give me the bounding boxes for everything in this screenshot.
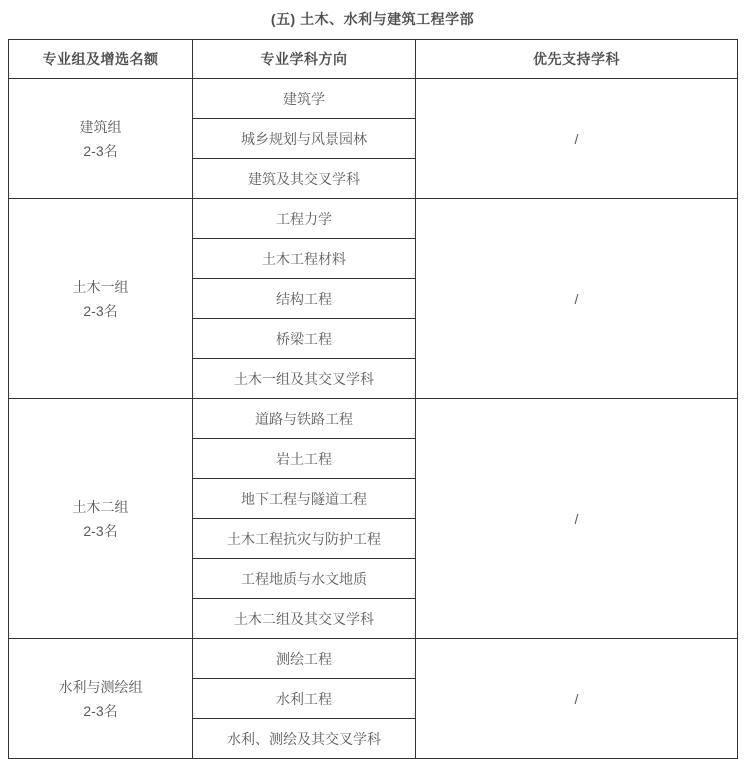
header-row xyxy=(9,40,738,79)
direction-cell: 建筑及其交叉学科 xyxy=(193,159,416,199)
group-quota: 2-3名 xyxy=(83,302,118,319)
group-cell-jianzhu xyxy=(9,79,193,199)
group-quota: 2-3名 xyxy=(83,522,118,539)
direction-cell: 桥梁工程 xyxy=(193,319,416,359)
direction-cell: 测绘工程 xyxy=(193,639,416,679)
discipline-table xyxy=(8,39,738,759)
group-quota: 2-3名 xyxy=(83,142,118,159)
group-name: 建筑组 xyxy=(79,118,122,135)
direction-cell: 结构工程 xyxy=(193,279,416,319)
direction-cell: 水利工程 xyxy=(193,679,416,719)
priority-cell: / xyxy=(416,639,738,759)
direction-cell: 土木工程材料 xyxy=(193,239,416,279)
direction-cell: 土木二组及其交叉学科 xyxy=(193,599,416,639)
priority-cell: / xyxy=(416,79,738,199)
direction-cell: 工程力学 xyxy=(193,199,416,239)
table-row xyxy=(9,79,738,119)
direction-cell: 岩土工程 xyxy=(193,439,416,479)
direction-cell: 建筑学 xyxy=(193,79,416,119)
group-quota: 2-3名 xyxy=(83,702,118,719)
group-cell-shuili-cehui xyxy=(9,639,193,759)
group-name: 水利与测绘组 xyxy=(58,678,143,695)
direction-cell: 道路与铁路工程 xyxy=(193,399,416,439)
group-cell-tumu-2 xyxy=(9,399,193,639)
header-col-priority: 优先支持学科 xyxy=(416,40,738,79)
page-title: (五) 土木、水利与建筑工程学部 xyxy=(270,11,475,27)
direction-cell: 土木一组及其交叉学科 xyxy=(193,359,416,399)
table-row xyxy=(9,399,738,439)
direction-cell: 地下工程与隧道工程 xyxy=(193,479,416,519)
group-name: 土木二组 xyxy=(72,498,129,515)
header-col-direction: 专业学科方向 xyxy=(193,40,416,79)
direction-cell: 水利、测绘及其交叉学科 xyxy=(193,719,416,759)
table-row xyxy=(9,639,738,679)
direction-cell: 城乡规划与风景园林 xyxy=(193,119,416,159)
header-col-group: 专业组及增选名额 xyxy=(9,40,193,79)
table-row xyxy=(9,199,738,239)
group-name: 土木一组 xyxy=(72,278,129,295)
direction-cell: 土木工程抗灾与防护工程 xyxy=(193,519,416,559)
direction-cell: 工程地质与水文地质 xyxy=(193,559,416,599)
group-cell-tumu-1 xyxy=(9,199,193,399)
priority-cell: / xyxy=(416,199,738,399)
priority-cell: / xyxy=(416,399,738,639)
